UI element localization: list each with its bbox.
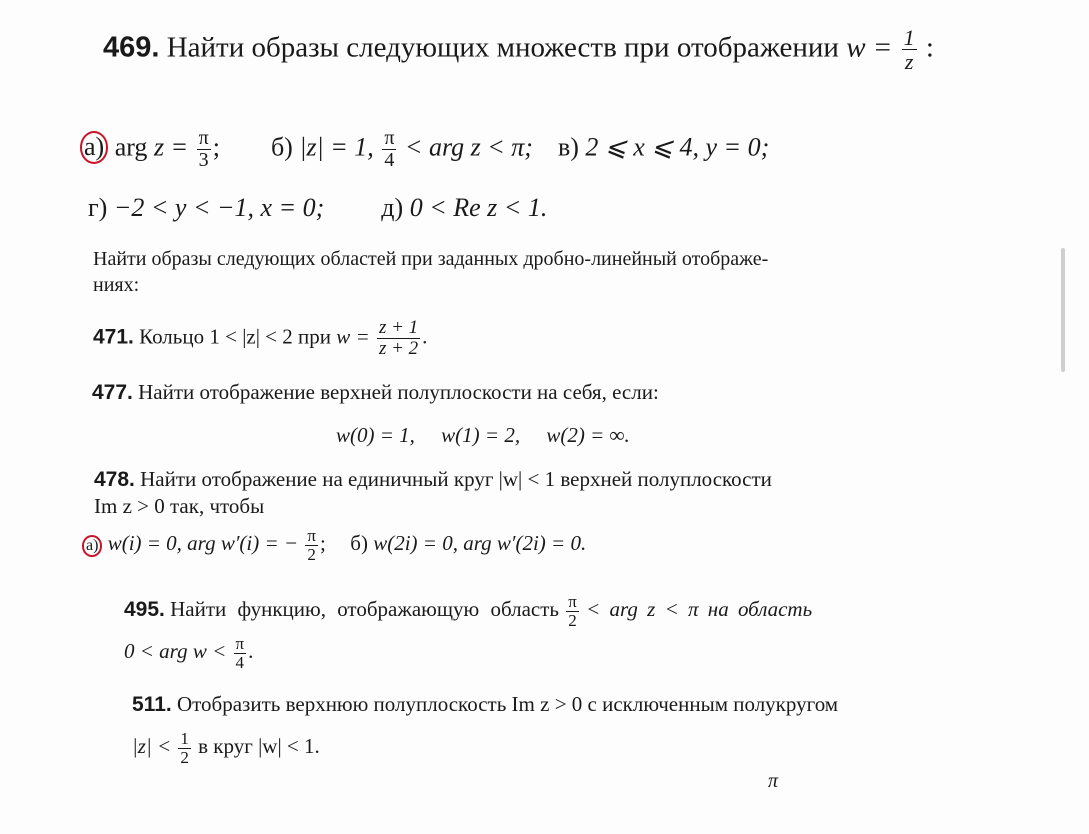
problem-number: 511. [132, 693, 172, 716]
problem-469-items-row1 [80, 128, 769, 171]
fraction-denominator: 2 [180, 747, 189, 767]
math-expr: |z| = 1, [299, 132, 374, 162]
item-label: б) [350, 531, 368, 556]
problem-number: 478. [94, 468, 135, 491]
problem-478-items [82, 527, 586, 564]
fraction-numerator: π [235, 634, 245, 653]
fraction [566, 593, 579, 630]
fraction [197, 128, 211, 171]
fraction-denominator: z [904, 49, 914, 75]
fraction-numerator: π [384, 127, 395, 149]
problem-477-conditions: w(0) = 1, w(1) = 2, w(2) = ∞. [336, 423, 630, 447]
item-label-circled: а) [82, 535, 102, 557]
punctuation: . [422, 324, 428, 349]
section-intro-line1: Найти образы следующих областей при заданных дробно-линейный отображе- [93, 248, 769, 270]
problem-495-line1 [124, 593, 812, 630]
problem-477 [92, 380, 659, 405]
math-expr: 2 ⩽ x ⩽ 4, y = 0; [585, 132, 770, 162]
math-expr: w(2i) = 0, arg w′(2i) = 0. [373, 531, 587, 556]
item-label-circled: а) [80, 131, 108, 164]
math-expr: |z| < [132, 734, 172, 759]
math-expr: w = [846, 31, 893, 64]
problem-495-line2 [124, 635, 253, 672]
fraction-denominator: 4 [384, 149, 395, 171]
problem-471 [93, 318, 427, 359]
punctuation: . [248, 639, 254, 664]
problem-text: Найти образы следующих множеств при отображении [166, 31, 839, 64]
problem-469-items-row2 [88, 193, 547, 223]
math-expr: < arg z < π; [404, 132, 533, 162]
math-expr: −2 < y < −1, x = 0; [113, 193, 325, 222]
math-expr: 0 < Re z < 1. [409, 193, 548, 222]
problem-text: Найти отображение на единичный круг |w| < 1 верхней полуплоскости [140, 467, 772, 491]
problem-469-heading [103, 26, 934, 73]
problem-text: в круг |w| < 1. [198, 734, 320, 759]
problem-number: 495. [124, 598, 165, 622]
fraction-numerator: π [568, 592, 577, 611]
scrollbar[interactable] [1061, 248, 1065, 372]
fraction-numerator: π [198, 127, 209, 149]
problem-511-line2 [132, 730, 320, 767]
fraction [382, 128, 396, 171]
fraction [234, 635, 247, 672]
math-expr: z = [153, 132, 189, 162]
section-intro-line2: ниях: [93, 274, 140, 296]
fraction-denominator: 2 [568, 610, 577, 630]
fraction [902, 26, 917, 73]
item-label: г) [88, 193, 108, 222]
punctuation: : [925, 31, 934, 64]
math-expr: < arg z < π на область [586, 597, 813, 622]
math-expr: w = [336, 324, 370, 349]
fraction-numerator: 1 [180, 729, 189, 748]
math-expr: 0 < arg w < [124, 639, 227, 664]
problem-511-line1 [132, 692, 838, 717]
problem-text: Отобразить верхнюю полуплоскость Im z > 0 с исключенным полукругом [176, 692, 839, 716]
fraction [377, 318, 420, 359]
footer-glyph: π [768, 770, 779, 792]
problem-text: Кольцо 1 < |z| < 2 при [139, 324, 331, 349]
problem-text: Найти отображение верхней полуплоскости на себя, если: [138, 380, 659, 404]
fraction [178, 730, 191, 767]
fraction-numerator: π [307, 526, 316, 545]
math-expr: w(i) = 0, arg w′(i) = − [107, 531, 299, 556]
punctuation: ; [319, 531, 326, 556]
problem-478-line2: Im z > 0 так, чтобы [94, 494, 265, 518]
fraction-denominator: 4 [235, 652, 245, 672]
item-label: д) [381, 193, 404, 222]
fraction-numerator: z + 1 [378, 317, 419, 338]
problem-number: 469. [103, 31, 160, 64]
punctuation: ; [212, 132, 220, 162]
problem-478-line1 [94, 467, 772, 492]
fraction-denominator: 3 [198, 149, 209, 171]
fraction-denominator: z + 2 [378, 337, 419, 359]
problem-number: 471. [93, 325, 134, 349]
fraction-numerator: 1 [903, 25, 915, 50]
item-label: б) [270, 132, 293, 162]
problem-number: 477. [92, 381, 133, 404]
item-label: в) [557, 132, 579, 162]
fraction-denominator: 2 [307, 544, 316, 564]
math-func: arg [114, 132, 148, 162]
problem-text: Найти функцию, отображающую область [170, 597, 559, 622]
fraction [305, 527, 318, 564]
